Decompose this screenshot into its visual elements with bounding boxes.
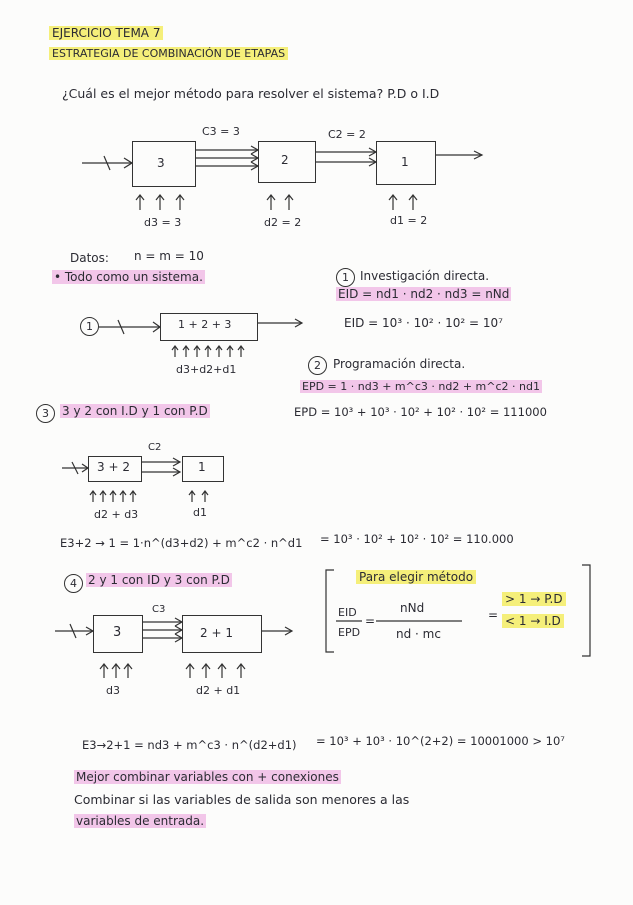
combined-box-label: 1 + 2 + 3 — [178, 318, 232, 331]
title-line-1 — [49, 26, 163, 41]
section-4-inputs-b: d2 + d1 — [196, 684, 241, 697]
conclusion-line-3-highlight: variables de entrada. — [76, 814, 205, 828]
pd-formula-highlight: EPD = 1 · nd3 + m^c3 · nd2 + m^c2 · nd1 — [302, 380, 540, 393]
c3-label: C3 = 3 — [202, 125, 240, 138]
section-3-circle: 3 — [36, 404, 55, 423]
conclusion-line-1-highlight: Mejor combinar variables con + conexiones — [76, 770, 339, 784]
combined-inputs: d3+d2+d1 — [176, 363, 237, 376]
conclusion-line-2: Combinar si las variables de salida son menores a las — [74, 792, 410, 807]
id-formula — [336, 287, 511, 302]
choose-gt-highlight: > 1 → P.D — [502, 592, 566, 606]
section-4-highlight: 2 y 1 con ID y 3 con P.D — [88, 573, 230, 587]
choose-lt — [502, 614, 564, 629]
section-4-inputs-a: d3 — [106, 684, 120, 697]
id-formula-highlight: EID = nd1 · nd2 · nd3 = nNd — [338, 287, 510, 301]
final-formula: E3→2+1 = nd3 + m^c3 · n^(d2+d1) — [82, 738, 297, 752]
d1-label: d1 = 2 — [390, 214, 428, 227]
section-4-c3: C3 — [152, 604, 166, 615]
section-3-inputs-b: d1 — [193, 506, 207, 519]
c2-label: C2 = 2 — [328, 128, 366, 141]
choose-lt-highlight: < 1 → I.D — [502, 614, 564, 628]
subtitle-highlight: ESTRATEGIA DE COMBINACIÓN DE ETAPAS — [49, 47, 288, 60]
section-3-box-b-label: 1 — [198, 460, 206, 474]
choose-equals-1: = — [365, 614, 376, 628]
choose-gt — [502, 592, 566, 607]
pd-formula — [300, 379, 542, 394]
datos-value: n = m = 10 — [134, 249, 204, 263]
section-3-title — [60, 404, 210, 419]
id-method-circle: 1 — [336, 268, 355, 287]
id-result: EID = 10³ · 10² · 10² = 10⁷ — [344, 316, 503, 330]
stage-2-label: 2 — [281, 153, 289, 167]
choose-title-highlight: Para elegir método — [356, 570, 476, 584]
choose-den: nd · mc — [396, 627, 441, 641]
pd-result: EPD = 10³ + 10³ · 10² + 10² · 10² = 111000 — [294, 405, 547, 419]
section-3-formula: E3+2 → 1 = 1·n^(d3+d2) + m^c2 · n^d1 — [60, 536, 303, 550]
choose-num: nNd — [400, 601, 425, 615]
section-1-title — [52, 270, 205, 285]
choose-title — [356, 570, 476, 585]
conclusion-line-1 — [74, 770, 341, 785]
stage-3-label: 3 — [157, 156, 165, 170]
pd-method-circle: 2 — [308, 356, 327, 375]
section-3-box-a-label: 3 + 2 — [97, 460, 130, 474]
choose-eid: EID — [338, 606, 357, 619]
conclusion-line-3 — [74, 814, 206, 829]
stage-1-label: 1 — [401, 155, 409, 169]
title-highlight: EJERCICIO TEMA 7 — [49, 26, 163, 40]
title-line-2 — [49, 46, 288, 61]
section-1-circle: 1 — [80, 317, 99, 336]
choose-epd: EPD — [338, 626, 361, 639]
datos-label: Datos: — [70, 251, 109, 265]
section-4-circle: 4 — [64, 574, 83, 593]
section-1-highlight: • Todo como un sistema. — [54, 270, 203, 284]
section-3-inputs-a: d2 + d3 — [94, 508, 139, 521]
d2-label: d2 = 2 — [264, 216, 302, 229]
final-result: = 10³ + 10³ · 10^(2+2) = 10001000 > 10⁷ — [316, 734, 565, 748]
section-4-title — [86, 573, 232, 588]
section-4-box-b-label: 2 + 1 — [200, 626, 233, 640]
pd-method-title: Programación directa. — [333, 357, 466, 371]
section-3-result: = 10³ · 10² + 10² · 10² = 110.000 — [320, 532, 514, 546]
section-3-c2: C2 — [148, 442, 162, 453]
d3-label: d3 = 3 — [144, 216, 182, 229]
id-method-title: Investigación directa. — [360, 269, 490, 283]
section-3-highlight: 3 y 2 con I.D y 1 con P.D — [62, 404, 208, 418]
choose-equals-2: = — [488, 608, 499, 622]
question: ¿Cuál es el mejor método para resolver el sistema? P.D o I.D — [62, 86, 440, 101]
section-4-box-a-label: 3 — [113, 625, 122, 640]
